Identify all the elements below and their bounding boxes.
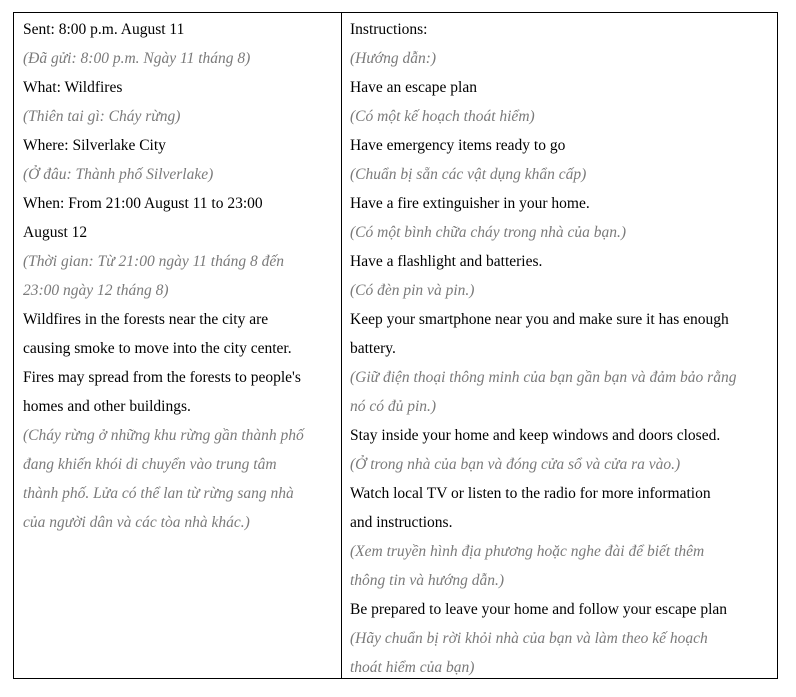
translation-line: nó có đủ pin.) <box>350 398 437 415</box>
translation-line: (Cháy rừng ở những khu rừng gần thành phố <box>23 427 304 444</box>
text-line: Where: Silverlake City <box>23 137 166 154</box>
text-line: Keep your smartphone near you and make sure it has enough <box>350 311 729 328</box>
text-line: Stay inside your home and keep windows and doors closed. <box>350 427 721 444</box>
translation-line: (Đã gửi: 8:00 p.m. Ngày 11 tháng 8) <box>23 50 251 67</box>
text-line: Have emergency items ready to go <box>350 137 566 154</box>
text-line: Sent: 8:00 p.m. August 11 <box>23 21 185 38</box>
translation-line: thoát hiểm của bạn) <box>350 659 475 676</box>
translation-line: của người dân và các tòa nhà khác.) <box>23 514 250 531</box>
translation-line: (Hướng dẫn:) <box>350 50 437 67</box>
text-line: When: From 21:00 August 11 to 23:00 <box>23 195 263 212</box>
text-line: Wildfires in the forests near the city are <box>23 311 269 328</box>
translation-line: (Ở đâu: Thành phố Silverlake) <box>23 166 214 183</box>
text-line: and instructions. <box>350 514 453 531</box>
text-line: Have an escape plan <box>350 79 477 96</box>
instructions-column <box>342 13 777 678</box>
translation-line: đang khiến khói di chuyển vào trung tâm <box>23 456 277 473</box>
alert-details-column <box>14 13 342 678</box>
translation-line: thành phố. Lửa có thể lan từ rừng sang nhà <box>23 485 294 502</box>
text-line: August 12 <box>23 224 88 241</box>
text-line: What: Wildfires <box>23 79 123 96</box>
translation-line: (Thiên tai gì: Cháy rừng) <box>23 108 181 125</box>
translation-line: thông tin và hướng dẫn.) <box>350 572 505 589</box>
translation-line: (Ở trong nhà của bạn và đóng cửa sổ và cửa ra vào.) <box>350 456 681 473</box>
text-line: homes and other buildings. <box>23 398 191 415</box>
text-line: causing smoke to move into the city center. <box>23 340 292 357</box>
text-line: Have a flashlight and batteries. <box>350 253 543 270</box>
translation-line: (Hãy chuẩn bị rời khỏi nhà của bạn và làm theo kế hoạch <box>350 630 708 647</box>
text-line: Be prepared to leave your home and follow your escape plan <box>350 601 728 618</box>
translation-line: 23:00 ngày 12 tháng 8) <box>23 282 169 299</box>
text-line: Have a fire extinguisher in your home. <box>350 195 590 212</box>
text-line: Instructions: <box>350 21 428 38</box>
alert-table <box>13 12 778 679</box>
translation-line: (Có một bình chữa cháy trong nhà của bạn.) <box>350 224 627 241</box>
translation-line: (Xem truyền hình địa phương hoặc nghe đài để biết thêm <box>350 543 705 560</box>
translation-line: (Có một kế hoạch thoát hiểm) <box>350 108 535 125</box>
translation-line: (Thời gian: Từ 21:00 ngày 11 tháng 8 đến <box>23 253 284 270</box>
translation-line: (Giữ điện thoại thông minh của bạn gần bạn và đảm bảo rằng <box>350 369 737 386</box>
translation-line: (Có đèn pin và pin.) <box>350 282 475 299</box>
text-line: Watch local TV or listen to the radio for more information <box>350 485 711 502</box>
translation-line: (Chuẩn bị sẵn các vật dụng khẩn cấp) <box>350 166 587 183</box>
text-line: Fires may spread from the forests to people's <box>23 369 301 386</box>
text-line: battery. <box>350 340 396 357</box>
